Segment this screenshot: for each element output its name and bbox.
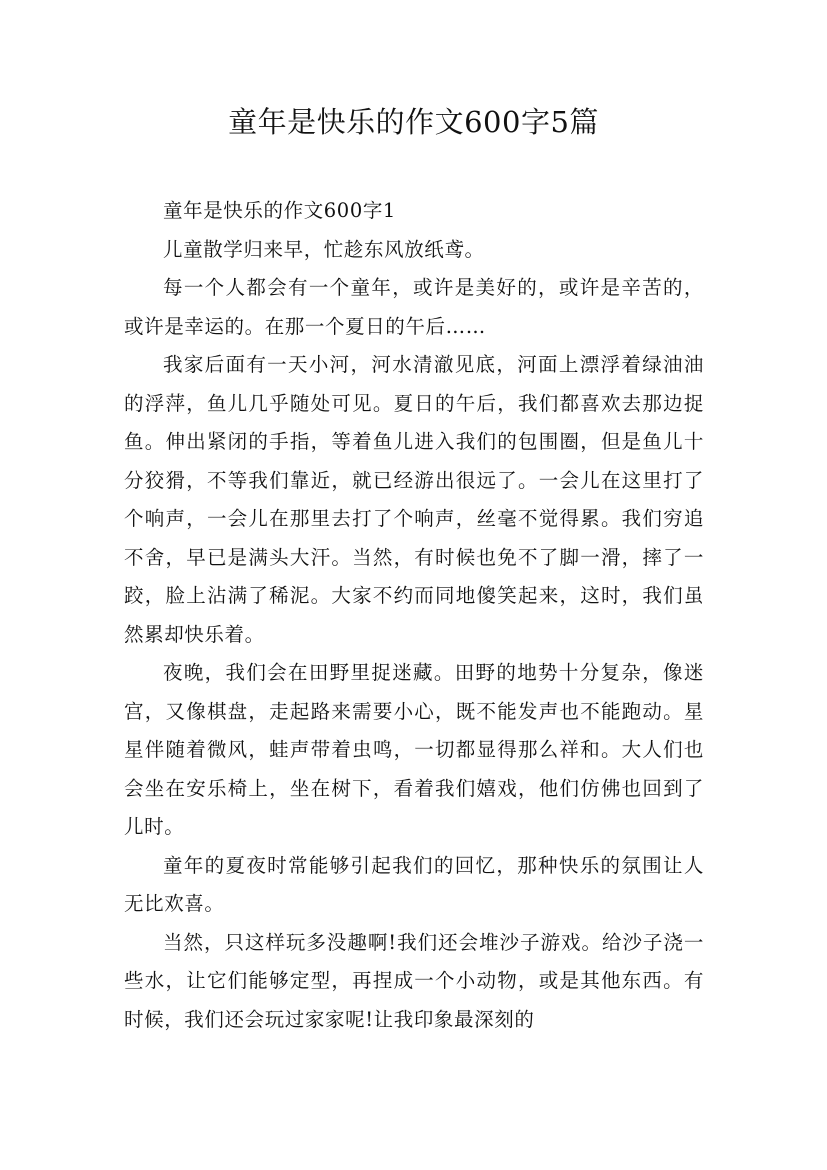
paragraph: 我家后面有一天小河，河水清澈见底，河面上漂浮着绿油油的浮萍，鱼儿几乎随处可见。夏日的午后，我们都喜欢去那边捉鱼。伸出紧闭的手指，等着鱼儿进入我们的包围圈，但是鱼儿十分狡猾，不等我们靠近，就已经游出很远了。一会儿在这里打了个响声，一会儿在那里去打了个响声，丝毫不觉得累。我们穷追不舍，早已是满头大汗。当然，有时候也免不了脚一滑，摔了一跤，脸上沾满了稀泥。大家不约而同地傻笑起来，这时，我们虽然累却快乐着。 xyxy=(124,353,704,646)
section-heading: 童年是快乐的作文600字1 xyxy=(163,199,396,222)
paragraph: 当然，只这样玩多没趣啊!我们还会堆沙子游戏。给沙子浇一些水，让它们能够定型，再捏成一个小动物，或是其他东西。有时候，我们还会玩过家家呢!让我印象最深刻的 xyxy=(124,930,704,1031)
paragraph: 每一个人都会有一个童年，或许是美好的，或许是辛苦的，或许是幸运的。在那一个夏日的午后…… xyxy=(124,276,704,338)
paragraph: 童年的夏夜时常能够引起我们的回忆，那种快乐的氛围让人无比欢喜。 xyxy=(124,853,704,915)
document-body xyxy=(124,192,704,1039)
document-title: 童年是快乐的作文600字5篇 xyxy=(228,105,599,139)
paragraph: 儿童散学归来早，忙趁东风放纸鸢。 xyxy=(163,237,485,261)
paragraph: 夜晚，我们会在田野里捉迷藏。田野的地势十分复杂，像迷宫，又像棋盘，走起路来需要小心，既不能发声也不能跑动。星星伴随着微风，蛙声带着虫鸣，一切都显得那么祥和。大人们也会坐在安乐椅上，坐在树下，看着我们嬉戏，他们仿佛也回到了儿时。 xyxy=(124,661,704,838)
